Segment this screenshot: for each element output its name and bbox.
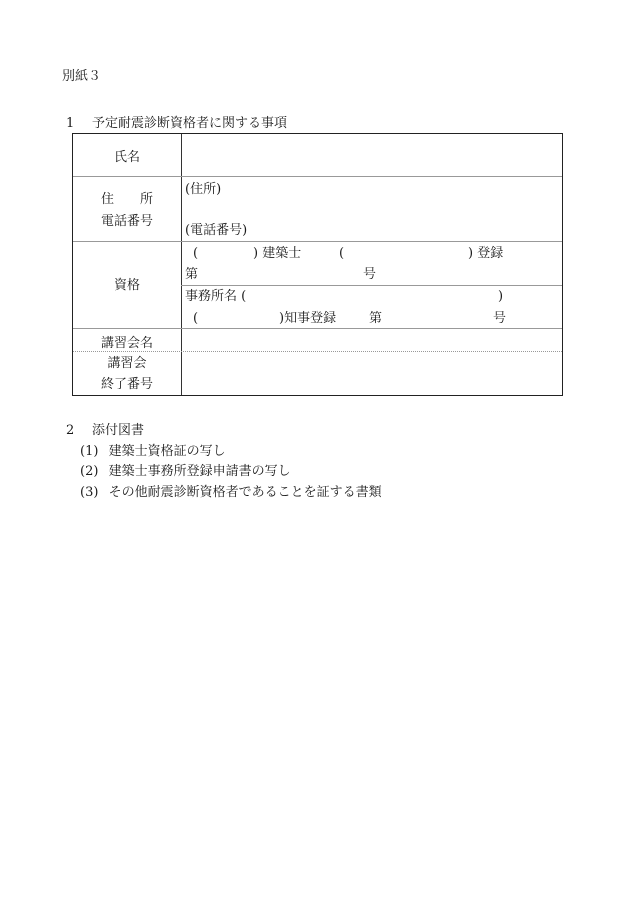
registration-number-suffix: 号 (363, 267, 377, 282)
office-number-prefix: 第 (369, 311, 383, 326)
attachment-item-text: その他耐震診断資格者であることを証する書類 (108, 485, 382, 500)
office-number-suffix: 号 (493, 311, 507, 326)
governor-open-paren: ( (193, 311, 199, 326)
name-field[interactable] (183, 136, 561, 176)
course-completion-field[interactable] (183, 353, 561, 393)
row-divider (73, 351, 562, 352)
name-label: 氏名 (113, 150, 140, 165)
phone-field[interactable]: (電話番号) (185, 223, 248, 238)
attachment-label: 別紙３ (62, 69, 102, 84)
section2-number: 2 (66, 423, 75, 438)
row-divider (73, 176, 562, 177)
column-divider (181, 134, 182, 395)
attachment-item-text: 建築士資格証の写し (108, 444, 226, 459)
section1-title: 予定耐震診断資格者に関する事項 (92, 116, 288, 131)
governor-registration-label: )知事登録 (279, 311, 337, 326)
office-name-label: 事務所名 ( (185, 289, 247, 304)
qualification-inner-divider (181, 285, 562, 286)
course-completion-label-line2: 終了番号 (100, 377, 153, 392)
attachment-item (80, 465, 291, 478)
row-divider (73, 328, 562, 329)
registration-label: ) 登録 (468, 246, 504, 261)
address-label: 住 所 (100, 192, 153, 207)
qualification-label: 資格 (113, 278, 140, 293)
office-name-close-paren: ) (498, 289, 504, 304)
qualified-person-table (72, 133, 563, 396)
attachment-item-number: (3) (80, 485, 99, 500)
registration-open-paren: ( (339, 246, 345, 261)
attachment-item-number: (1) (80, 444, 99, 459)
course-completion-label-line1: 講習会 (107, 356, 147, 371)
course-name-field[interactable] (183, 330, 561, 350)
section1-number: 1 (66, 116, 75, 131)
attachment-item-number: (2) (80, 464, 99, 479)
attachment-item-text: 建築士事務所登録申請書の写し (108, 464, 291, 479)
address-field[interactable]: (住所) (185, 182, 222, 197)
attachment-item (80, 445, 226, 458)
registration-number-prefix: 第 (185, 267, 199, 282)
section2-title: 添付図書 (92, 423, 145, 438)
course-name-label: 講習会名 (100, 336, 153, 351)
phone-label: 電話番号 (100, 214, 153, 229)
row-divider (73, 241, 562, 242)
architect-class-open-paren: ( (193, 246, 199, 261)
attachment-item (80, 486, 382, 499)
architect-label: ) 建築士 (253, 246, 302, 261)
